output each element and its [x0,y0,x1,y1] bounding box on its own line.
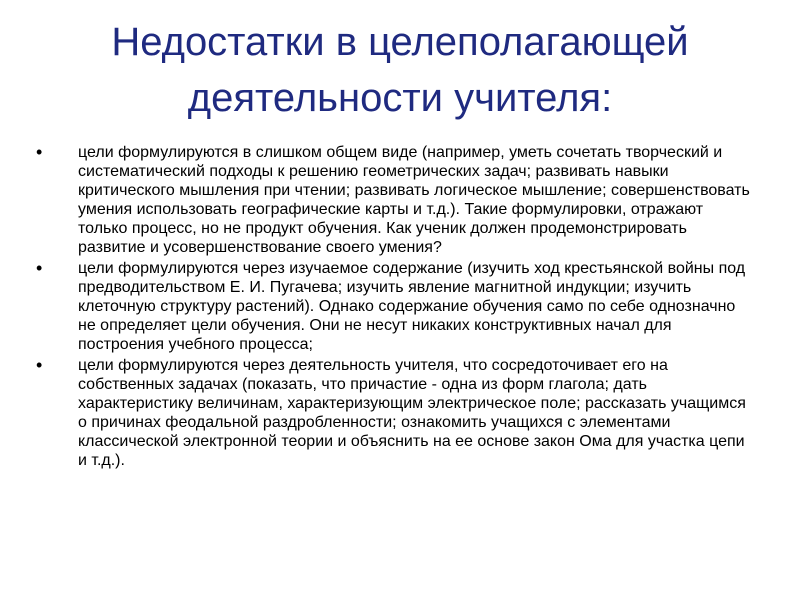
slide-title: Недостатки в целеполагающей деятельности учителя: [111,20,689,120]
bullet-text: цели формулируются через изучаемое содержание (изучить ход крестьянской войны под предводительством Е. И. Пугачева; изучить явление магнитной индукции; изучить клеточную структуру растений). Однако содержание обучения само по себе однозначно не определяет цели обучения. Они не несут никаких конструктивных начал для построения учебного процесса; [78,260,746,353]
bullet-text: цели формулируются в слишком общем виде (например, уметь сочетать творческий и систематический подходы к решению геометрических задач; развивать навыки критического мышления при чтении; развивать логическое мышление; совершенствовать умения использовать географические карты и т.д.). Такие формулировки, отражают только процесс, но не продукт обучения. Как ученик должен продемонстрировать развитие и усовершенствование своего умения? [78,144,750,256]
bullet-icon: • [36,258,43,278]
bullet-icon: • [36,355,43,375]
bullet-item [36,356,756,470]
bullet-list [36,143,756,472]
bullet-item [36,143,756,257]
bullet-icon: • [36,142,43,162]
bullet-item [36,259,756,354]
bullet-text: цели формулируются через деятельность учителя, что сосредоточивает его на собственных задачах (показать, что причастие - одна из форм глагола; дать характеристику величинам, характеризующим электрическое поле; рассказать учащимся о причинах феодальной раздробленности; ознакомить учащихся с элементами классической электронной теории и объяснить на ее основе закон Ома для участка цепи и т.д.). [78,357,746,469]
